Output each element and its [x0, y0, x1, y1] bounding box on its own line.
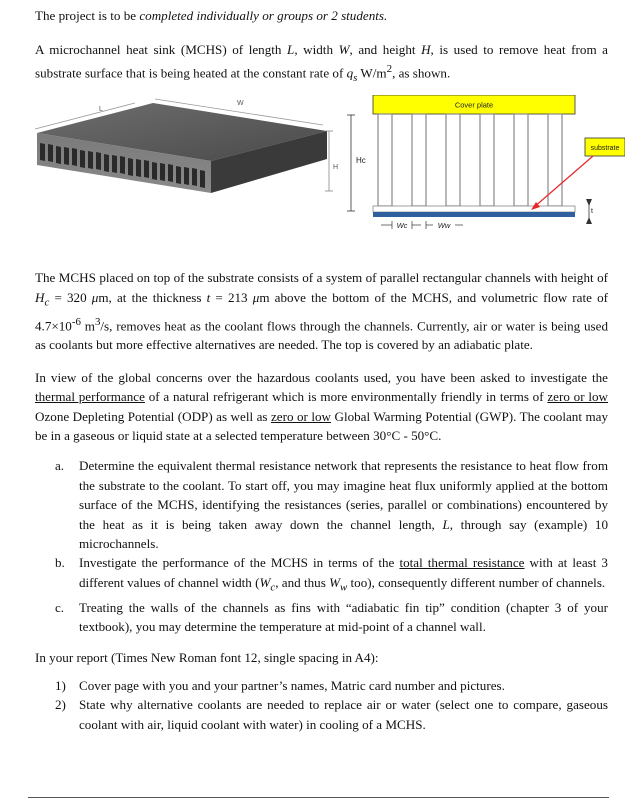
list-marker: 1) — [55, 678, 66, 694]
fin-wall — [378, 114, 392, 206]
intro-text: , and height — [349, 42, 422, 58]
var-Wc-sub: c — [270, 581, 276, 594]
header-emphasis: completed individually or groups or 2 students. — [139, 8, 388, 23]
task-list — [55, 456, 608, 636]
concern-text: Global Warming Potential (GWP). The coolant may be in a gaseous or liquid state at a selected temperature between 30°C - 50°C. — [35, 408, 608, 443]
mchs-diagram — [25, 95, 625, 255]
label-H: H — [333, 164, 339, 172]
var-q: q — [346, 65, 354, 81]
var-Ww: W — [329, 574, 340, 590]
label-t: t — [591, 208, 593, 216]
label-L: L — [99, 106, 103, 114]
mchs-figure — [25, 95, 625, 255]
label-Ww: Ww — [437, 221, 451, 231]
fin-wall — [548, 114, 562, 206]
report-list — [55, 676, 608, 734]
unit-sup: 3 — [94, 315, 101, 328]
var-W: W — [338, 42, 350, 58]
var-L: L — [287, 42, 295, 58]
list-marker: c. — [55, 599, 65, 615]
var-t: t — [206, 289, 211, 305]
task-item-b — [55, 553, 608, 597]
intro-text: , is used to remove heat from a substrate surface that is being heated at the constant rate of — [35, 42, 608, 81]
underline-zero-or-low: zero or low — [270, 408, 332, 424]
base-plate — [373, 206, 575, 212]
label-W: W — [237, 100, 244, 108]
var-Ww-sub: w — [339, 581, 348, 594]
label-substrate: substrate — [590, 145, 620, 153]
description-text: m — [80, 317, 95, 333]
fin-wall — [514, 114, 528, 206]
task-text: Investigate the performance of the MCHS in terms of the — [79, 555, 400, 571]
description-text: m, at the thickness — [98, 289, 207, 305]
var-Wc: W — [259, 574, 271, 590]
description-text: m above the bottom of the MCHS, and volumetric flow rate of 4.7×10 — [35, 289, 608, 333]
task-text: Treating the walls of the channels as fins with “adiabatic fin tip” condition (chapter 3 of your textbook), you may determine the temperature at mid-point of a channel wall. — [79, 599, 608, 635]
fin-wall — [412, 114, 426, 206]
var-q-sub: s — [353, 71, 358, 84]
task-text: too), consequently different number of channels. — [347, 574, 606, 590]
fin-wall — [446, 114, 460, 206]
task-text: , through say (example) 10 microchannels. — [79, 516, 608, 552]
header-line — [35, 6, 608, 25]
list-marker: b. — [55, 555, 65, 571]
var-mu: μ — [91, 289, 99, 305]
report-intro: In your report (Times New Roman font 12, single spacing in A4): — [35, 649, 379, 665]
underline-zero-or-low: zero or low — [547, 389, 608, 405]
task-text: , and thus — [275, 574, 330, 590]
var-L: L — [442, 516, 450, 532]
intro-text: W/m — [357, 65, 387, 81]
substrate-band — [373, 212, 575, 217]
list-marker: a. — [55, 458, 65, 474]
report-item — [55, 695, 608, 734]
concern-text: Ozone Depleting Potential (ODP) as well as — [35, 408, 271, 424]
description-paragraph — [35, 268, 608, 355]
intro-text: , as shown. — [392, 65, 451, 81]
cross-section — [347, 95, 625, 230]
header-prefix: The project is to be — [35, 8, 140, 23]
label-cover-plate: Cover plate — [454, 100, 494, 110]
var-Hc-sub: c — [44, 296, 50, 309]
var-mu: μ — [252, 289, 260, 305]
label-Wc: Wc — [396, 221, 408, 231]
unit-sup: 2 — [386, 62, 393, 75]
exp-sup: -6 — [71, 315, 81, 328]
description-text: /s, removes heat as the coolant flows through the channels. Currently, air or water is being used as coolants but more effective alternatives are needed. The top is covered by an adiabatic plate. — [35, 317, 608, 353]
fin-wall — [480, 114, 494, 206]
underline-thermal-performance: thermal performance — [35, 389, 145, 405]
intro-text: , width — [294, 42, 339, 58]
report-item — [55, 676, 608, 695]
heat-sink-3d — [35, 99, 338, 193]
intro-paragraph — [35, 40, 608, 88]
description-text: = 213 — [210, 289, 253, 305]
description-text: = 320 — [49, 289, 92, 305]
intro-text: A microchannel heat sink (MCHS) of length — [35, 42, 288, 58]
var-H: H — [421, 42, 431, 58]
task-text: Determine the equivalent thermal resistance network that represents the resistance to heat flow from the substrate to the coolant. To start off, you may imagine heat flux uniformly applied at the bottom surface of the MCHS, identifying the resistances (series, parallel or combinations) encountered by the heat as it is being taken away down the channel length, — [79, 458, 608, 532]
label-Hc: Hc — [356, 156, 366, 166]
page-bottom-rule — [28, 797, 609, 798]
concern-text: of a natural refrigerant which is more environmentally friendly in terms of — [144, 389, 548, 405]
concern-paragraph — [35, 368, 608, 446]
task-text: with at least 3 different values of channel width ( — [79, 555, 608, 590]
substrate-arrow — [533, 156, 593, 208]
var-Hc: H — [35, 289, 45, 305]
list-marker: 2) — [55, 697, 66, 713]
report-item-text: State why alternative coolants are needed to replace air or water (select one to compare, gaseous coolant with air, liquid coolant with water) in cooling of a MCHS. — [79, 697, 608, 732]
description-text: The MCHS placed on top of the substrate consists of a system of parallel rectangular channels with height of — [35, 270, 608, 286]
task-item-c — [55, 598, 608, 637]
report-item-text: Cover page with you and your partner’s names, Matric card number and pictures. — [79, 678, 505, 694]
task-item-a — [55, 456, 608, 553]
underline-total-thermal-resistance: total thermal resistance — [399, 555, 525, 571]
concern-text: In view of the global concerns over the hazardous coolants used, you have been asked to investigate the — [35, 369, 608, 385]
channel-walls — [378, 114, 562, 206]
